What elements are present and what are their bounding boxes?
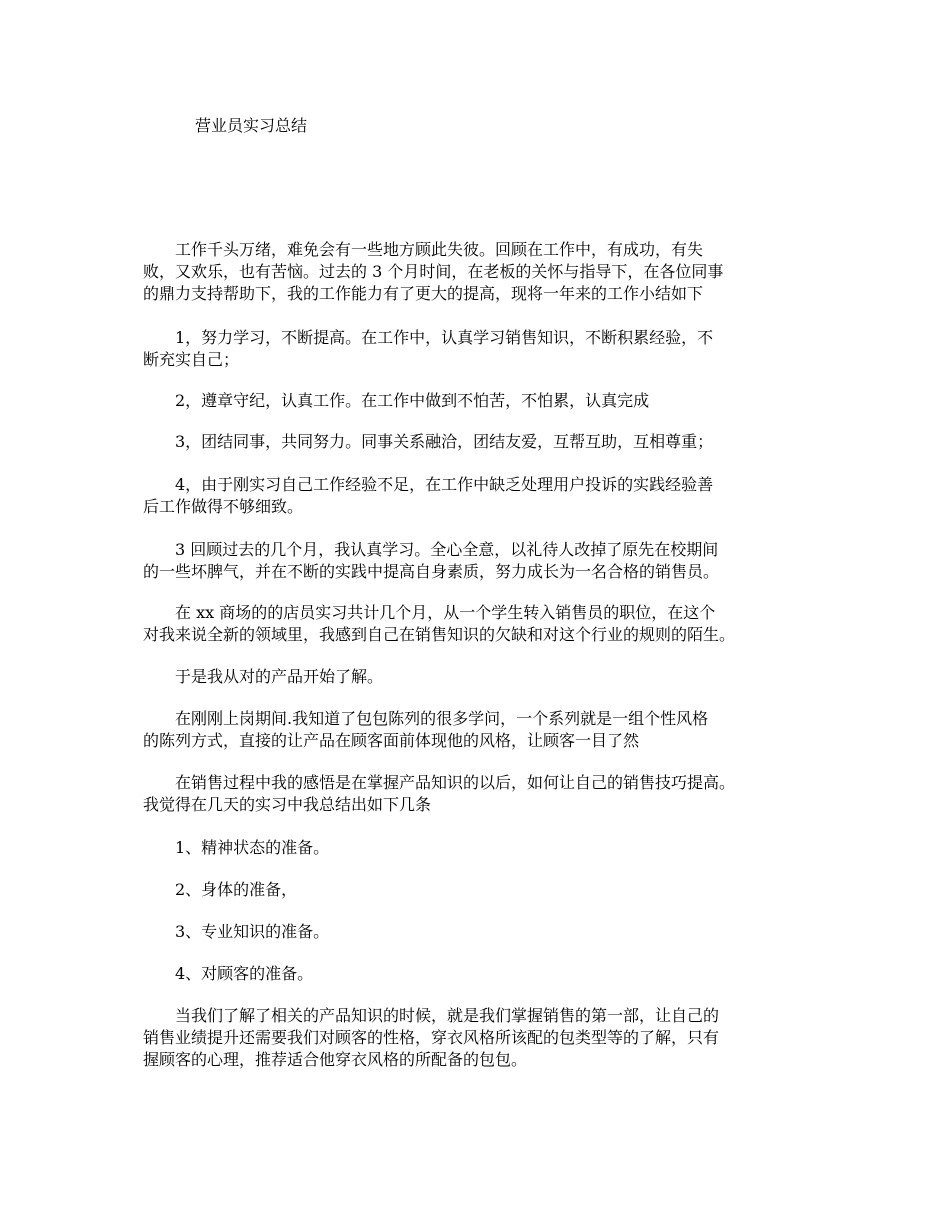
paragraph-store-internship [143, 602, 813, 646]
paragraph-line: 2、身体的准备， [175, 880, 298, 899]
paragraph-line: 3，团结同事，共同努力。同事关系融洽，团结友爱，互帮互助，互相尊重； [175, 432, 714, 451]
list-item [143, 837, 813, 859]
paragraph-line: 4、对顾客的准备。 [175, 964, 314, 983]
paragraph-line: 3 回顾过去的几个月，我认真学习。全心全意，以礼待人改掉了原先在校期间 [175, 540, 719, 559]
paragraph-line: 败，又欢乐，也有苦恼。过去的 3 个月时间，在老板的关怀与指导下，在各位同事 [143, 262, 724, 281]
list-item [143, 879, 813, 901]
paragraph-line: 在销售过程中我的感悟是在掌握产品知识的以后，如何让自己的销售技巧提高。 [175, 773, 736, 792]
paragraph-sales-insight [143, 772, 813, 816]
paragraph-intro [143, 239, 813, 305]
paragraph-line: 4，由于刚实习自己工作经验不足，在工作中缺乏处理用户投诉的实践经验善 [175, 475, 714, 494]
paragraph-product-start [143, 666, 813, 688]
paragraph-line: 于是我从对的产品开始了解。 [175, 667, 384, 686]
paragraph-line: 2，遵章守纪，认真工作。在工作中做到不怕苦，不怕累，认真完成 [175, 391, 650, 410]
paragraph-review [143, 539, 813, 583]
paragraph-line: 后工作做得不够细致。 [143, 497, 304, 516]
paragraph-line: 在 xx 商场的的店员实习共计几个月，从一个学生转入销售员的职位，在这个 [175, 603, 716, 622]
paragraph-line: 1，努力学习，不断提高。在工作中，认真学习销售知识，不断积累经验，不 [175, 328, 714, 347]
paragraph-line: 销售业绩提升还需要我们对顾客的性格，穿衣风格所该配的包类型等的了解，只有 [143, 1028, 720, 1047]
paragraph-line: 的一些坏脾气，并在不断的实践中提高自身素质，努力成长为一名合格的销售员。 [143, 562, 720, 581]
paragraph-line: 的鼎力支持帮助下，我的工作能力有了更大的提高，现将一年来的工作小结如下 [143, 284, 704, 303]
paragraph-item-3 [143, 431, 813, 453]
paragraph-line: 当我们了解了相关的产品知识的时候，就是我们掌握销售的第一部，让自己的 [175, 1006, 720, 1025]
paragraph-line: 握顾客的心理，推荐适合他穿衣风格的所配备的包包。 [143, 1050, 528, 1069]
paragraph-line: 在刚刚上岗期间.我知道了包包陈列的很多学问，一个系列就是一组个性风格 [175, 709, 709, 728]
paragraph-item-2 [143, 390, 813, 412]
paragraph-item-1 [143, 327, 813, 371]
paragraph-line: 对我来说全新的领域里，我感到自己在销售知识的欠缺和对这个行业的规则的陌生。 [143, 625, 736, 644]
paragraph-line: 断充实自己； [143, 350, 240, 369]
paragraph-item-4 [143, 474, 813, 518]
paragraph-conclusion [143, 1005, 813, 1071]
paragraph-display [143, 708, 813, 752]
paragraph-line: 1、精神状态的准备。 [175, 838, 330, 857]
paragraph-line: 3、专业知识的准备。 [175, 922, 330, 941]
list-item [143, 963, 813, 985]
document-title: 营业员实习总结 [195, 116, 308, 135]
paragraph-line: 的陈列方式，直接的让产品在顾客面前体现他的风格，让顾客一目了然 [143, 731, 640, 750]
paragraph-line: 工作千头万绪，难免会有一些地方顾此失彼。回顾在工作中，有成功，有失 [175, 240, 704, 259]
list-item [143, 921, 813, 943]
paragraph-line: 我觉得在几天的实习中我总结出如下几条 [143, 795, 432, 814]
